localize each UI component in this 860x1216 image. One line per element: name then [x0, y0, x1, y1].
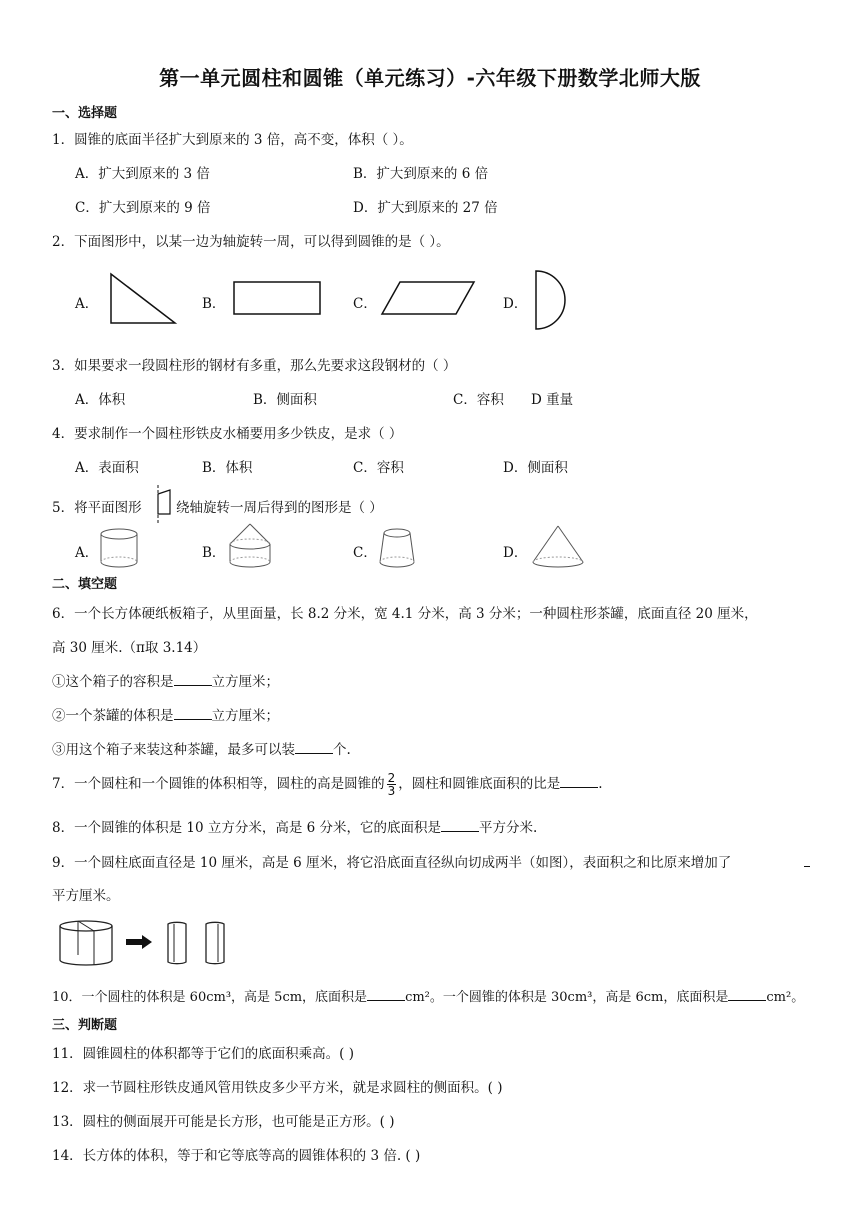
right-triangle-figure	[108, 272, 178, 326]
question-2: 2．下面图形中，以某一边为轴旋转一周，可以得到圆锥的是（ ）。	[52, 234, 450, 250]
question-10: 10．一个圆柱的体积是 60cm³，高是 5cm，底面积是 cm²。一个圆锥的体积是 30cm³，高是 6cm，底面积是 cm²。	[52, 990, 805, 1005]
q1-option-a: A．扩大到原来的 3 倍	[75, 166, 210, 182]
answer-blank	[804, 866, 810, 867]
answer-blank	[367, 988, 405, 1001]
answer-blank	[295, 741, 333, 754]
q2-option-d: D．	[503, 296, 528, 312]
q4-option-b: B．体积	[202, 460, 253, 476]
frustum-figure	[377, 526, 417, 570]
question-7: 7．一个圆柱和一个圆锥的体积相等，圆柱的高是圆锥的 $\frac{2}{3}$ ，圆柱和圆锥底面积的比是 .	[52, 771, 603, 798]
section-heading-judge: 三、判断题	[52, 1018, 118, 1033]
question-6-line-2: 高 30 厘米.（π取 3.14）	[52, 640, 207, 656]
question-14: 14．长方体的体积，等于和它等底等高的圆锥体积的 3 倍. ( )	[52, 1148, 421, 1164]
fraction-two-thirds: $\frac{2}{3}$	[387, 771, 396, 798]
page-title: 第一单元圆柱和圆锥（单元练习）-六年级下册数学北师大版	[159, 66, 701, 90]
question-12: 12．求一节圆柱形铁皮通风管用铁皮多少平方米，就是求圆柱的侧面积。( )	[52, 1080, 503, 1096]
answer-blank	[174, 707, 212, 720]
question-13: 13．圆柱的侧面展开可能是长方形，也可能是正方形。( )	[52, 1114, 395, 1130]
q4-option-c: C．容积	[353, 460, 404, 476]
parallelogram-figure	[380, 280, 476, 316]
question-11: 11．圆锥圆柱的体积都等于它们的底面积乘高。( )	[52, 1046, 355, 1062]
question-1: 1．圆锥的底面半径扩大到原来的 3 倍，高不变，体积（ ）。	[52, 132, 413, 148]
question-6-part-3: ③用这个箱子来装这种茶罐，最多可以装 个.	[52, 742, 351, 758]
q1-option-b: B．扩大到原来的 6 倍	[353, 166, 489, 182]
question-3: 3．如果要求一段圆柱形的钢材有多重，那么先要求这段钢材的（ ）	[52, 358, 457, 374]
q3-option-b: B．侧面积	[253, 392, 317, 408]
q3-option-a: A．体积	[75, 392, 126, 408]
q3-option-c: C．容积	[453, 392, 504, 408]
q4-option-a: A．表面积	[75, 460, 139, 476]
question-8: 8．一个圆锥的体积是 10 立方分米，高是 6 分米，它的底面积是 平方分米.	[52, 820, 538, 836]
q2-option-c: C．	[353, 296, 377, 312]
section-heading-choice: 一、选择题	[52, 106, 118, 121]
q3-option-d: D 重量	[531, 392, 574, 408]
q5-option-a: A．	[75, 545, 99, 561]
cylinder-figure	[98, 526, 140, 570]
semicircle-figure	[533, 268, 577, 332]
question-6-line-1: 6．一个长方体硬纸板箱子，从里面量，长 8.2 分米，宽 4.1 分米，高 3 分米；一种圆柱形茶罐，底面直径 20 厘米，	[52, 606, 758, 622]
q2-option-b: B．	[202, 296, 226, 312]
question-6-part-1: ①这个箱子的容积是 立方厘米；	[52, 674, 279, 690]
answer-blank	[441, 819, 479, 832]
cylinder-cut-figure	[56, 918, 242, 968]
section-heading-fill: 二、填空题	[52, 577, 118, 592]
q5-option-c: C．	[353, 545, 377, 561]
q5-option-d: D．	[503, 545, 528, 561]
q5-option-b: B．	[202, 545, 226, 561]
rectangle-figure	[232, 280, 322, 316]
question-9-line-2: 平方厘米。	[52, 888, 120, 904]
q1-option-d: D．扩大到原来的 27 倍	[353, 200, 498, 216]
answer-blank	[174, 673, 212, 686]
answer-blank	[560, 775, 598, 788]
question-6-part-2: ②一个茶罐的体积是 立方厘米；	[52, 708, 279, 724]
answer-blank	[728, 988, 766, 1001]
q4-option-d: D．侧面积	[503, 460, 568, 476]
plane-figure-with-axis	[150, 484, 176, 526]
cone-figure	[530, 524, 586, 570]
question-9-line-1: 9．一个圆柱底面直径是 10 厘米，高是 6 厘米，将它沿底面直径纵向切成两半（如图），表面积之和比原来增加了	[52, 855, 732, 871]
cone-on-cylinder-figure	[226, 522, 274, 570]
q1-option-c: C．扩大到原来的 9 倍	[75, 200, 211, 216]
question-5-part-a: 5．将平面图形	[52, 500, 142, 516]
question-5-part-b: 绕轴旋转一周后得到的图形是（ ）	[176, 500, 383, 516]
question-4: 4．要求制作一个圆柱形铁皮水桶要用多少铁皮，是求（ ）	[52, 426, 403, 442]
q2-option-a: A．	[75, 296, 99, 312]
